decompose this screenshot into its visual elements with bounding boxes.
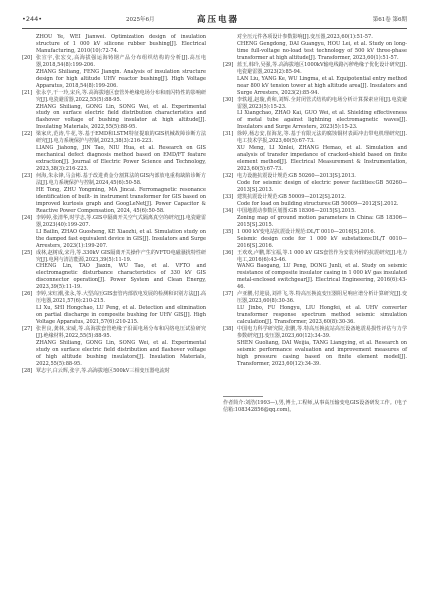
reference-number <box>223 34 237 41</box>
reference-text: 张世良,龚林,宋威,等.高海拔套管绝缘子沿面电场分布和闪络电压试验研究[J].绝缘材料,2022,55(5):88-95. <box>36 326 206 339</box>
reference-number: [22] <box>22 131 33 138</box>
reference-number: [38] <box>223 326 234 333</box>
reference-entry <box>223 250 407 264</box>
reference-entry <box>223 305 407 326</box>
reference-number <box>22 263 36 291</box>
reference-number <box>22 69 36 90</box>
reference-entry <box>223 291 407 305</box>
reference-text: Seismic design code for 1 000 kV substations:DL/T 0010—2016[S].2016. <box>237 235 407 249</box>
reference-text: 何海,朱永锋,马会彬.基于改进黄金分割算法的GIS内部放电重构缺陷诊断方法[J].电力系统保护与控制,2024,45(6):50-58. <box>36 173 206 187</box>
issue-date: 2025年6月 <box>126 17 155 23</box>
reference-entry <box>22 90 206 104</box>
reference-text: HE Tong, ZHU Yongming, MA Jincai. Ferromagnetic resonance identification of built- in instrument transformer for GIS based on improved kurtosis graph and GoogLeNet[J]. Power Capacitor & Reactive Power Compensation, 2024, 45(6):50-58. <box>36 186 206 214</box>
reference-entry <box>223 326 407 340</box>
reference-number <box>223 215 237 229</box>
reference-text: 覃志宇,白云辉,张宇,等.高海拔地区500kV三相变压器电流时 <box>36 367 170 374</box>
reference-entry <box>223 76 407 97</box>
page-number: •244• <box>22 15 43 23</box>
reference-number: [29] <box>223 61 234 68</box>
reference-number <box>22 104 36 132</box>
reference-number <box>223 110 237 131</box>
reference-text: CHENG Lin, TAO Jiaxin, WU Tao, et al. VFTO and electromagnetic disturbance characteristics of 330 kV GIS disconnector operation[J]. Power System and Clean Energy, 2023,39(5):11-19. <box>36 263 206 291</box>
reference-entry <box>223 208 407 215</box>
reference-entry <box>223 34 407 41</box>
reference-text: Code for seismic design of electric power facilities:GB 50260—2013[S].2013. <box>237 180 407 193</box>
reference-number: [37] <box>223 291 234 298</box>
reference-entry <box>223 340 407 368</box>
reference-number <box>223 236 237 250</box>
header-rule <box>22 28 407 29</box>
reference-text: 中国地震动参数区划图:GB 18306—2015[S].2015. <box>237 207 356 214</box>
reference-number <box>22 305 36 326</box>
reference-text: LI Bailin, ZHAO Guosheng, KE Xiaozhi, et al. Simulation study on the damped fast equivalent device in GIS[J]. Insulators and Surge Arresters, 2023(1):199-207. <box>36 228 206 249</box>
reference-number <box>223 305 237 326</box>
reference-entry <box>223 131 407 145</box>
reference-entry <box>22 368 206 375</box>
reference-number: [25] <box>22 249 33 256</box>
right-column <box>223 34 407 414</box>
reference-text: 张宣宇,张宏交,高海拔强运海铸钢产品分布组织结构的分析[J].高压电器,2018,54(8):199-206. <box>36 54 206 68</box>
reference-number: [20] <box>22 54 33 61</box>
reference-text: 徐婷,杨志安,崔海龙,等.基于有限元法的腐蚀铜材表面冲击带电机理研究[J].电工技术学报,2023,60(5):67-73. <box>237 131 407 145</box>
reference-text: 李轶超,赵璇,黄和,刘辉.全封闭管式结构的电场分析计算探索应用[J].电瓷避雷器,2023(5):15-23. <box>237 96 407 110</box>
reference-entry <box>223 263 407 291</box>
left-column <box>22 34 206 375</box>
reference-entry <box>22 250 206 264</box>
reference-text: ZHOU Ye, WEI Jianwei. Optimization design of insulation structure of 1 000 kV silicone rubber bushing[J]. Electrical Manufacturing, 2010(10):72-74. <box>36 34 206 54</box>
reference-text: LI Xu, SHI Hongchao, LU Peng, et al. Detection and elimination on partial discharge in composite bushing for UHV GIS[J]. High Voltage Apparatus, 2021,57(6):210-215. <box>36 305 206 326</box>
volume-issue: 第61卷 第6期 <box>372 17 407 23</box>
reference-entry <box>22 305 206 326</box>
reference-entry <box>223 201 407 208</box>
reference-number <box>22 145 36 173</box>
reference-text: SHEN Guoliang, DAI Weijia, TANG Liangying, et al. Research on seismic performance evaluation and improvement measures of high pressure casing based on finite element model[J]. Transformer, 2023,60(12):34-39. <box>237 339 407 367</box>
reference-text: 成林,赵树成,宋丹,等.330kV GIS隔离开关操作产生的VFTO电磁骚扰特性研究[J].电网与清洁能源,2023,39(5):11-19. <box>36 249 206 263</box>
reference-text: LU Jinbo, FU Hongyu, LIU Hongfei, et al. UHV converter transformer response spectrum method seismic simulation calculation[J]. Transformer, 2023,60(8):30-36. <box>237 305 407 326</box>
reference-entry <box>22 215 206 229</box>
reference-number <box>22 187 36 215</box>
reference-number: [28] <box>22 367 33 374</box>
reference-entry <box>223 173 407 180</box>
page-header <box>22 13 407 27</box>
reference-text: 王欢欢,卢鹏,郑宝福,等.1 000 kV GIS套管作为安装外辝的抗震研究[J].电力电工,2016(6):43-46. <box>237 249 407 263</box>
reference-text: WANG Baogang, LU Peng, DONG Junli, et al. Study on seismic resistance of composite insulator casing in 1 000 kV gas insulated metal-enclosed switchgear[J]. Electrical Engineering, 2016(6):43-46. <box>237 263 407 291</box>
reference-entry <box>223 110 407 131</box>
reference-entry <box>22 229 206 250</box>
reference-text: 建筑抗震设计规范:GB 50009—2012[S].2012. <box>237 193 346 200</box>
reference-entry <box>22 145 206 173</box>
reference-entry <box>22 326 206 340</box>
reference-text: LIANG Jiahong, JIN Tao, NIU Hua, et al. Research on GIS mechanical defect diagnosis method based on EMD/FT feature extraction[J]. Journal of Electric Power Science and Technology, 2023,38(3):216-223. <box>36 145 206 173</box>
reference-entry <box>223 215 407 229</box>
reference-number: [30] <box>223 96 234 103</box>
reference-text: 中国电力科学研究院,张鹏,等.特高压换流站高压设备地震易损性评估与力学参数研究[J].变压器,2023,60(12):34-39. <box>237 326 407 339</box>
reference-entry <box>223 229 407 236</box>
reference-number <box>223 145 237 173</box>
reference-entry <box>22 131 206 145</box>
reference-number: [31] <box>223 131 234 138</box>
reference-entry <box>223 62 407 76</box>
reference-text: 电力设施抗震设计规范:GB 50260—2013[S].2013. <box>237 173 356 180</box>
reference-text: 梁家庆,范涛,牛花,等.基于EMD和LSTM特征提取的GIS机械故障诊断方法研究[J].电力系统保护与控制,2023,38(3):216-223. <box>36 131 206 145</box>
reference-entry <box>22 173 206 187</box>
reference-number: [27] <box>22 326 33 333</box>
journal-title: 高压电器 <box>197 15 240 25</box>
reference-text: 张永亨,干一玲,宋兵,等.高海拔地区套管外绝缘电场分布和雨闪特性的影响研究[J].电瓷避雷器,2022,55(5):88-95. <box>36 89 206 103</box>
reference-number: [24] <box>22 214 33 221</box>
reference-entry <box>22 263 206 291</box>
reference-text: Zoning map of ground motion parameters in China: GB 18306—2015[S].2015. <box>237 214 407 228</box>
reference-text: Code for load on building structures:GB 50009—2012[S].2012. <box>237 200 399 207</box>
reference-number: [33] <box>223 193 234 200</box>
reference-number: [32] <box>223 173 234 180</box>
reference-number: [35] <box>223 228 234 235</box>
reference-entry <box>22 69 206 90</box>
reference-text: 卢亚鹏,付迎晨,刘祥飞,等.特高压换流变压器阻尼响应谱分析计算研究[J].变压器,2023,60(8):30-36. <box>237 291 407 305</box>
reference-text: LAN Liu, YANG Ke, WU Lingma, et al. Equipotential entry method near 800 kV tension tower at high altitude area[J]. Insulators and Surge Arresters, 2023(2):85-94. <box>237 75 407 96</box>
reference-entry <box>223 194 407 201</box>
reference-entry <box>223 145 407 173</box>
reference-text: LI Xiangchao, ZHAO Kai, GUO Wei, et al. Shielding effectiveness of metal tube against lightning electromagnetic waves[J]. Insulators and Surge Arresters, 2023(5):15-23. <box>237 110 407 131</box>
reference-entry <box>22 291 206 305</box>
reference-number <box>22 34 36 55</box>
reference-number <box>223 340 237 368</box>
reference-entry <box>22 55 206 69</box>
reference-text: 李婷婷,张清华,时学志,等.GIS中隔离开关空气式隔离真空的研究[J].电瓷避雷器,2023(40):199-207. <box>36 214 206 228</box>
reference-text: ZHANG Shiliang, GONG Lin, SONG Wei, et al. Experimental study on surface electric field distribution characteristics and flashover voltage of bushing insulator at high altitude[J]. Insulating Materials, 2022,55(5):88-95. <box>36 103 206 131</box>
author-bio: 作者简介:刘浩(1993—),男,博士,工程师,从事高压输变电GIS设备研发工作。(电子信箱:108342856@qq.com)。 <box>223 399 407 413</box>
reference-number: [21] <box>22 89 33 96</box>
reference-text: ZHANG Shiliang, GONG Lin, SONG Wei, et al. Experimental study on surface electric field distribution and flashover voltage of high altitude bushing insulators[J]. Insulation Materials, 2022,55(5):88-95. <box>36 339 206 367</box>
reference-text: 李婷,宋红潮,张永,等.大型高压GIS套管内部放电发展的检测和识别方法[J].高压电器,2021,57(6):210-215. <box>36 291 206 305</box>
reference-number <box>22 229 36 250</box>
reference-entry <box>22 34 206 55</box>
reference-entry <box>22 187 206 215</box>
reference-number <box>223 201 237 208</box>
reference-text: 1 000 kV变电站抗震设计规范:DL/T 0010—2016[S].2016. <box>237 228 376 235</box>
reference-entry <box>223 97 407 111</box>
reference-entry <box>223 236 407 250</box>
reference-number <box>223 41 237 62</box>
reference-number: [34] <box>223 207 234 214</box>
reference-text: XU Meng, LI Xinlei, ZHANG Hemao, et al. Simulation and analysis of transfer impedance of cracked-shield based on finite element method[J]. Electrical Measurement & Instrumentation, 2023,60(5):67-73. <box>237 145 407 173</box>
reference-number: [36] <box>223 249 234 256</box>
reference-number <box>223 76 237 97</box>
reference-entry <box>22 340 206 368</box>
reference-entry <box>223 41 407 62</box>
reference-number: [26] <box>22 291 33 298</box>
reference-number: [23] <box>22 173 33 180</box>
reference-text: ZHANG Shiliang, FENG Jianqin. Analysis of insulation structure design for high altitude UHV reactor bushing[J]. High Voltage Apparatus, 2018,54(8):199-206. <box>36 68 206 89</box>
reference-text: CHENG Gengdong, DAI Guangyu, HOU Lei, et al. Study on long-time full-voltage no-load test technology of 500 kV three-phase transformer at high altitude[J]. Transformer, 2023,60(1):51-57. <box>237 40 407 61</box>
reference-number <box>223 263 237 291</box>
reference-text: 对全压元件各项设计参数影响[J].变压器,2023,60(1):51-57. <box>237 34 373 40</box>
reference-entry <box>22 104 206 132</box>
footnote-rule <box>223 396 263 397</box>
reference-entry <box>223 180 407 194</box>
reference-text: 蓝玉,韩玲,吴强,等.高海拔地区1000kV输电线路污秽绝缘子优化设计研究[J].电瓷避雷器,2023(2):85-94. <box>237 61 407 75</box>
reference-number <box>22 340 36 368</box>
reference-number <box>223 180 237 194</box>
